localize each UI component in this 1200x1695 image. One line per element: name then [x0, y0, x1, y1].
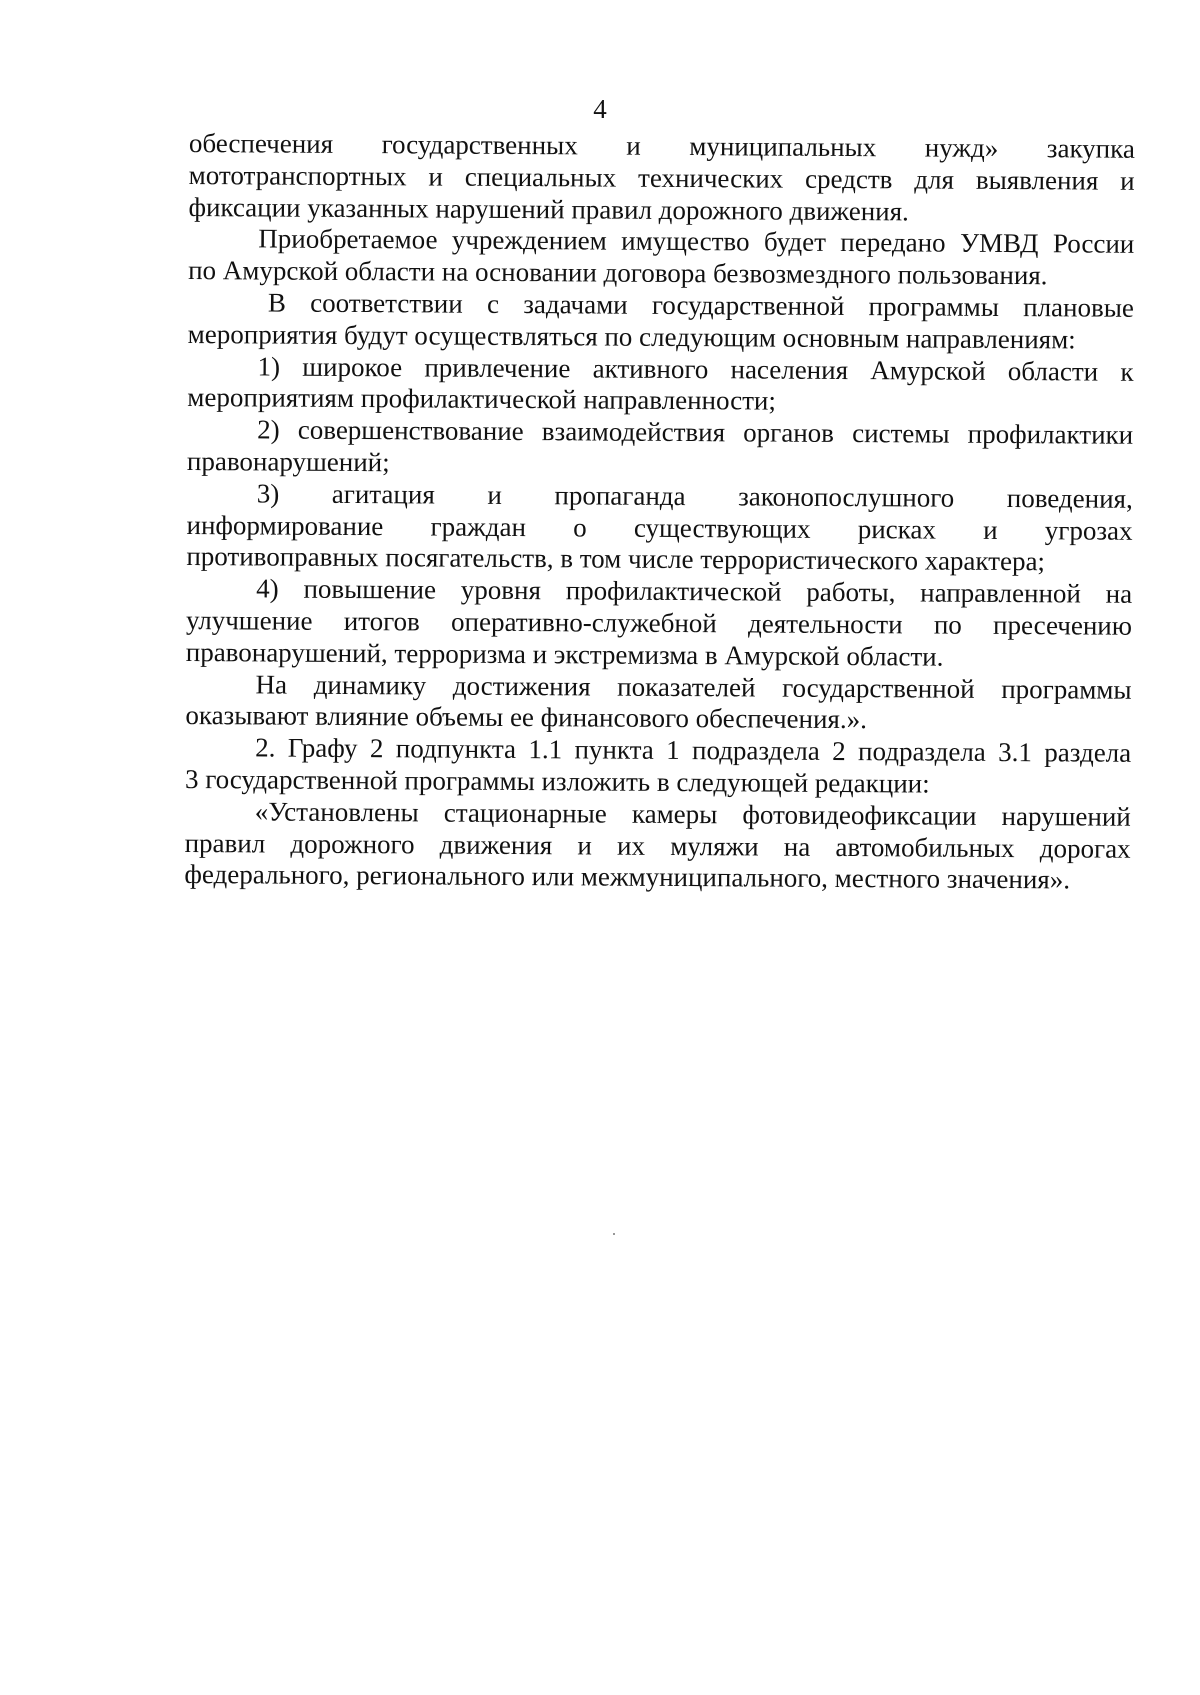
text-line: правил дорожного движения и их муляжи на автомобильных дорогах [184, 827, 1131, 864]
text-line: мероприятиям профилактической направленности; [187, 382, 777, 416]
text-line: 2. Графу 2 подпункта 1.1 пункта 1 подраздела 2 подраздела 3.1 раздела [255, 732, 1132, 768]
text-line: улучшение итогов оперативно-служебной деятельности по пресечению [185, 604, 1133, 641]
paragraph-amendment-2 [185, 732, 1131, 801]
paragraph-program-tasks [188, 287, 1134, 356]
page-number: 4 [593, 94, 607, 124]
scan-speck [613, 1233, 615, 1235]
text-line: «Установлены стационарные камеры фотовидеофиксации нарушений [254, 796, 1131, 832]
text-line: по Амурской области на основании договора безвозмездного пользования. [188, 255, 1048, 291]
list-item-4 [186, 573, 1133, 674]
paragraph-dynamics [185, 669, 1131, 738]
text-line: информирование граждан о существующих рисках и угрозах [186, 509, 1133, 546]
text-line: 3 государственной программы изложить в следующей редакции: [184, 763, 930, 799]
text-line: Приобретаемое учреждением имущество будет передано УМВД России [258, 223, 1135, 260]
text-line: обеспечения государственных и муниципальных нужд» закупка [188, 128, 1135, 164]
text-line: противоправных посягательств, в том числе террористического характера; [186, 541, 1046, 577]
text-line: В соответствии с задачами государственной программы плановые [267, 287, 1135, 323]
text-line: правонарушений; [186, 445, 390, 478]
document-body [184, 128, 1135, 897]
list-item-2 [187, 414, 1133, 483]
text-line: 2) совершенствование взаимодействия органов системы профилактики [257, 414, 1134, 450]
paragraph-property-transfer [188, 223, 1134, 292]
paragraph-quoted-text [184, 796, 1131, 897]
list-item-3 [186, 478, 1133, 579]
text-line: 4) повышение уровня профилактической работы, направленной на [256, 573, 1133, 609]
text-line: федерального, регионального или межмуниципального, местного значения». [184, 859, 1071, 895]
text-line: На динамику достижения показателей государственной программы [255, 668, 1132, 705]
text-line: 1) широкое привлечение активного населения Амурской области к [257, 351, 1134, 387]
paragraph-continuation [188, 128, 1135, 229]
text-line: правонарушений, терроризма и экстремизма в Амурской области. [185, 636, 944, 672]
text-line: 3) агитация и пропаганда законопослушного поведения, [256, 478, 1133, 514]
list-item-1 [187, 351, 1133, 420]
text-line: мототранспортных и специальных технических средств для выявления и [188, 159, 1135, 196]
text-line: фиксации указанных нарушений правил дорожного движения. [188, 191, 909, 226]
text-line: мероприятия будут осуществляться по следующим основным направлениям: [187, 318, 1076, 355]
text-line: оказывают влияние объемы ее финансового обеспечения.». [185, 700, 867, 735]
